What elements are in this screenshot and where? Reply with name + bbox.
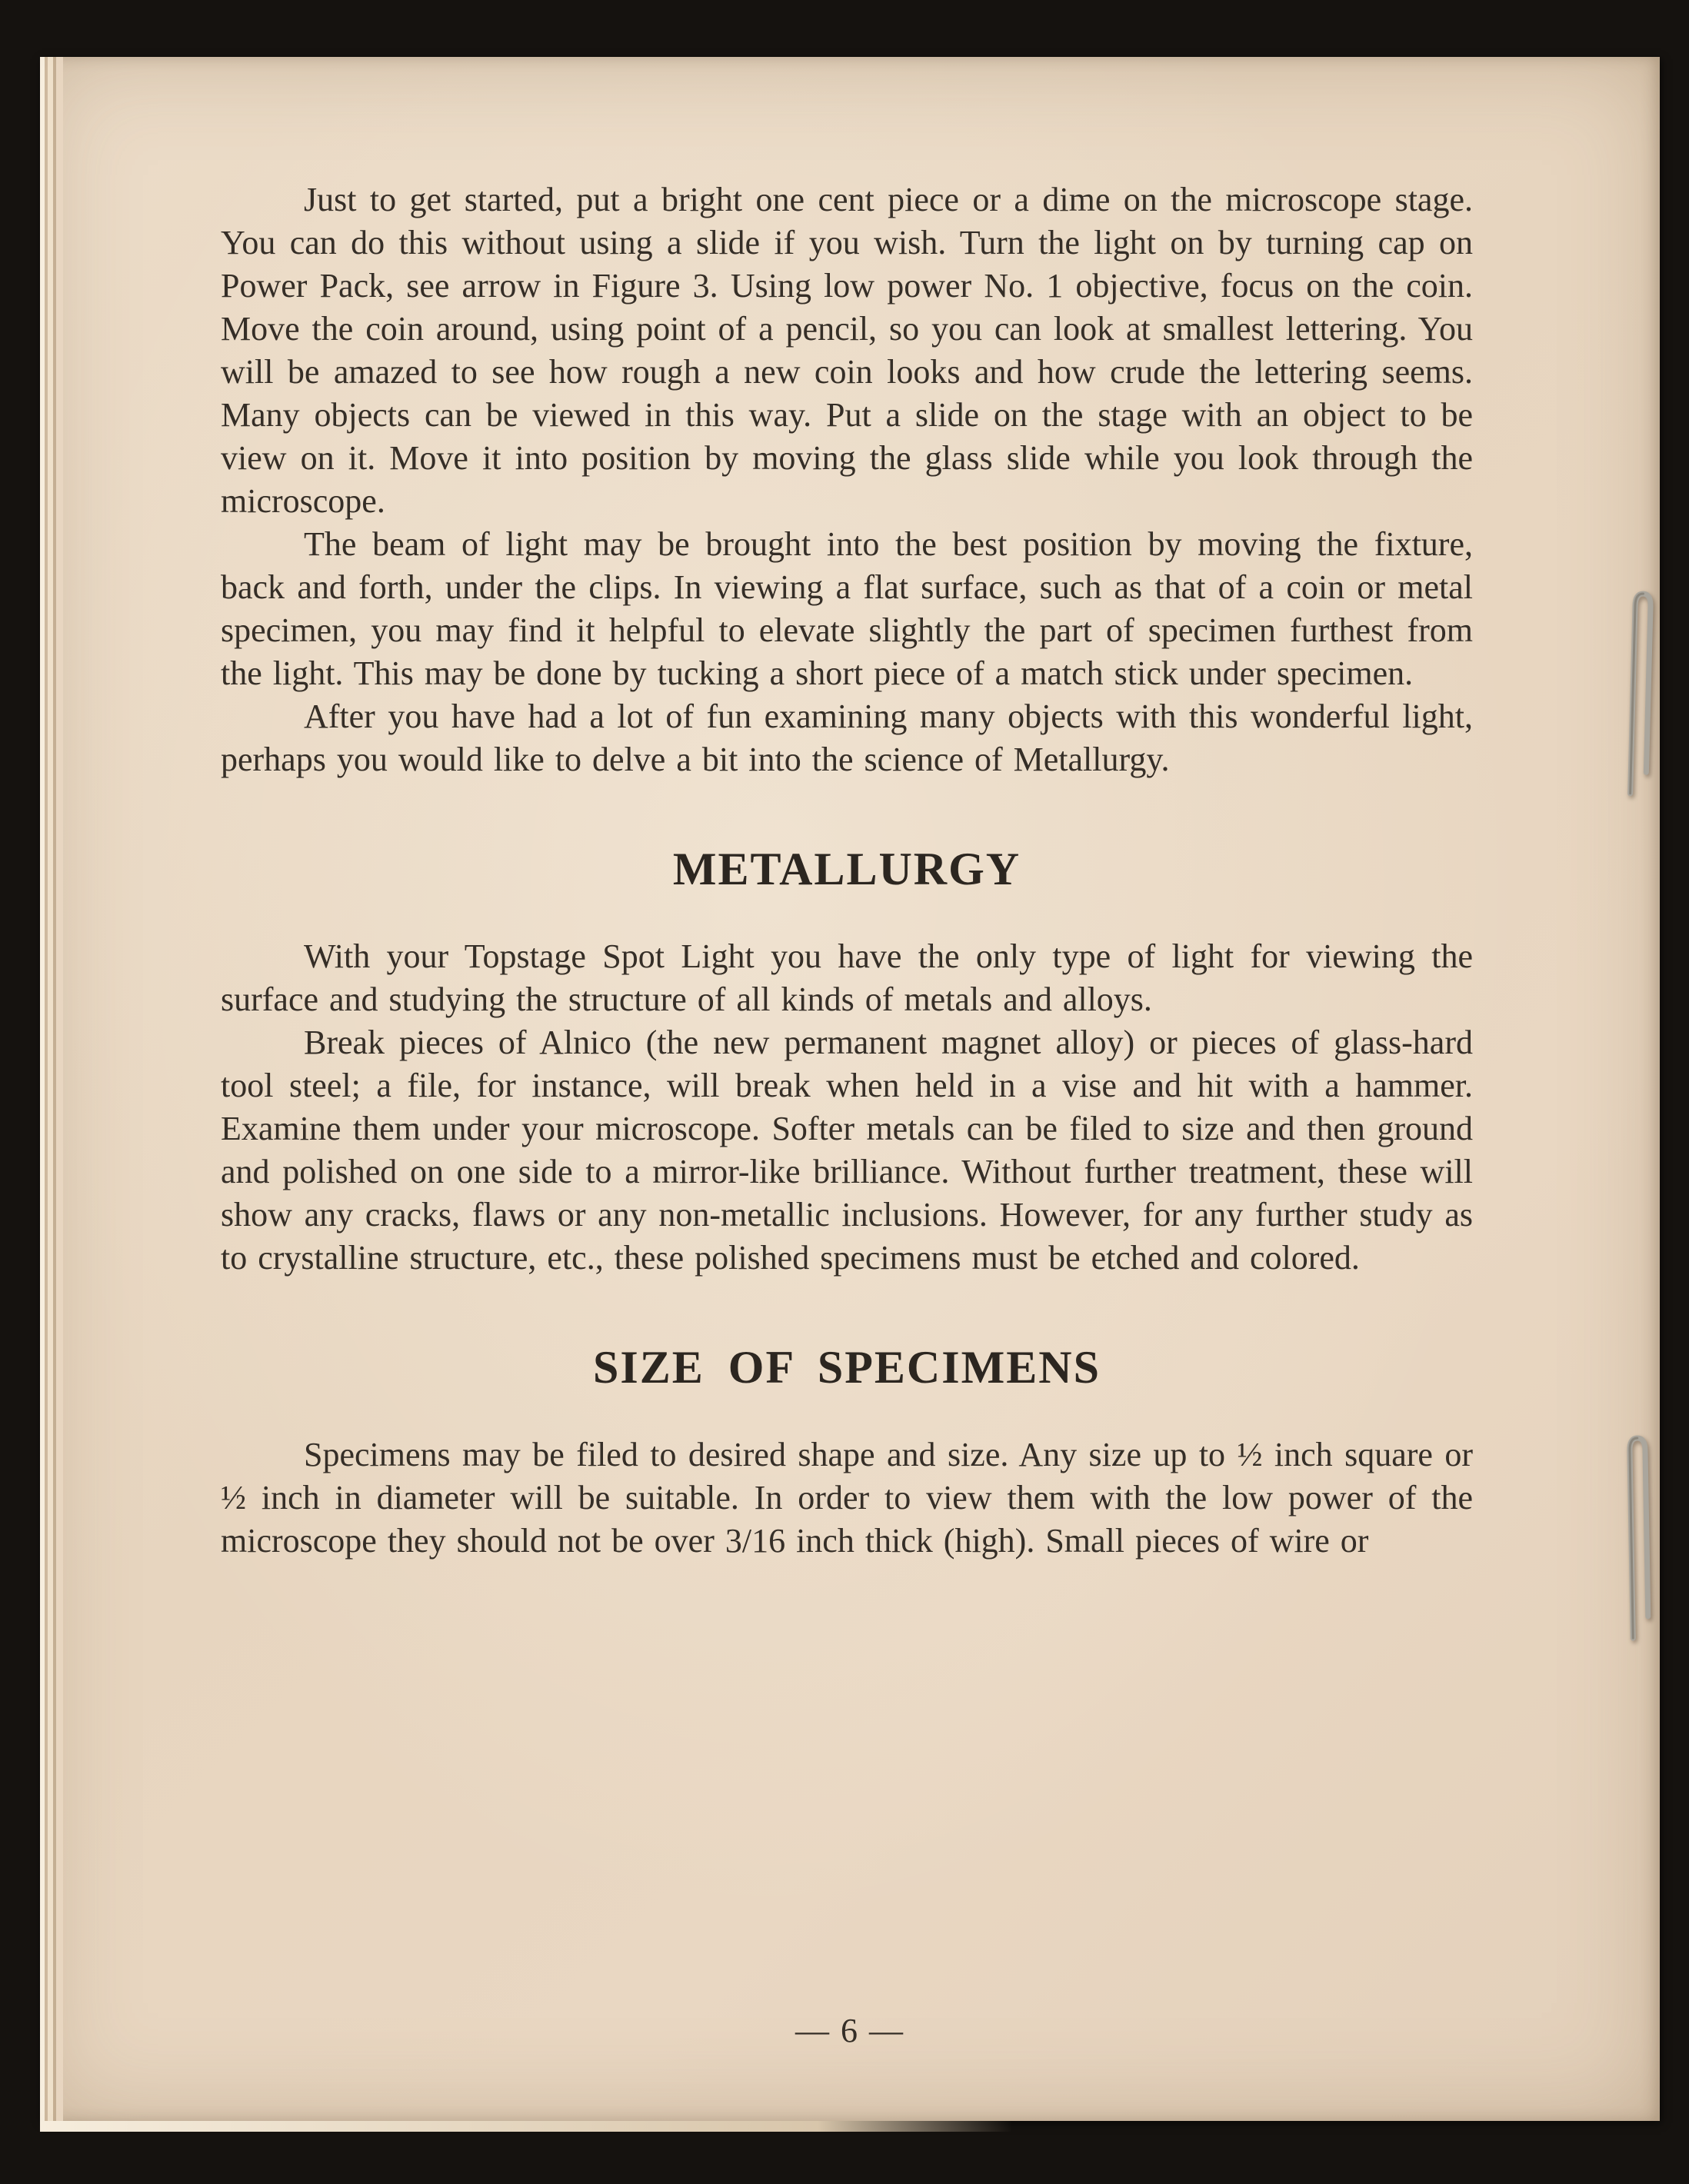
page-content	[221, 178, 1473, 1563]
booklet-page	[40, 57, 1660, 2121]
page-bottom-edge	[40, 2121, 1012, 2132]
paragraph-beam-of-light: The beam of light may be brought into the best position by moving the fixture, back and forth, under the clips. In viewing a flat surface, such as that of a coin or metal specimen, you may find it helpful to elevate slightly the part of specimen furthest from the light. This may be done by tucking a short piece of a match stick under specimen.	[221, 525, 1473, 692]
paragraph-specimen-size: Specimens may be filed to desired shape and size. Any size up to ½ inch square or ½ inch in diameter will be suitable. In order to view them with the low power of the microscope they should not be over 3/16 inch thick (high). Small pieces of wire or	[221, 1436, 1473, 1560]
heading-size-of-specimens: SIZE OF SPECIMENS	[593, 1342, 1101, 1393]
page-number: — 6 —	[795, 2012, 904, 2049]
heading-metallurgy: METALLURGY	[672, 844, 1021, 894]
staple-icon	[1620, 1432, 1657, 1646]
staple-icon	[1620, 587, 1659, 801]
paragraph-intro-coin: Just to get started, put a bright one cent piece or a dime on the microscope stage. You can do this without using a slide if you wish. Turn the light on by turning cap on Power Pack, see arrow in Figure 3. Using low power No. 1 objective, focus on the coin. Move the coin around, using point of a pencil, so you can look at smallest lettering. You will be amazed to see how rough a new coin looks and how crude the lettering seems. Many objects can be viewed in this way. Put a slide on the stage with an object to be view on it. Move it into position by moving the glass slide while you look through the microscope.	[221, 181, 1473, 520]
paragraph-topstage-light: With your Topstage Spot Light you have the only type of light for viewing the surface and studying the structure of all kinds of metals and alloys.	[221, 937, 1473, 1018]
page-stack-edge	[40, 57, 63, 2121]
paragraph-break-pieces: Break pieces of Alnico (the new permanent magnet alloy) or pieces of glass-hard tool steel; a file, for instance, will break when held in a vise and hit with a hammer. Examine them under your microscope. Softer metals can be filed to size and then ground and polished on one side to a mirror-like brilliance. Without further treatment, these will show any cracks, flaws or any non-metallic inclusions. However, for any further study as to crystalline structure, etc., these polished specimens must be etched and colored.	[221, 1024, 1473, 1277]
paragraph-after-fun: After you have had a lot of fun examining many objects with this wonderful light, perhaps you would like to delve a bit into the science of Metallurgy.	[221, 697, 1473, 778]
